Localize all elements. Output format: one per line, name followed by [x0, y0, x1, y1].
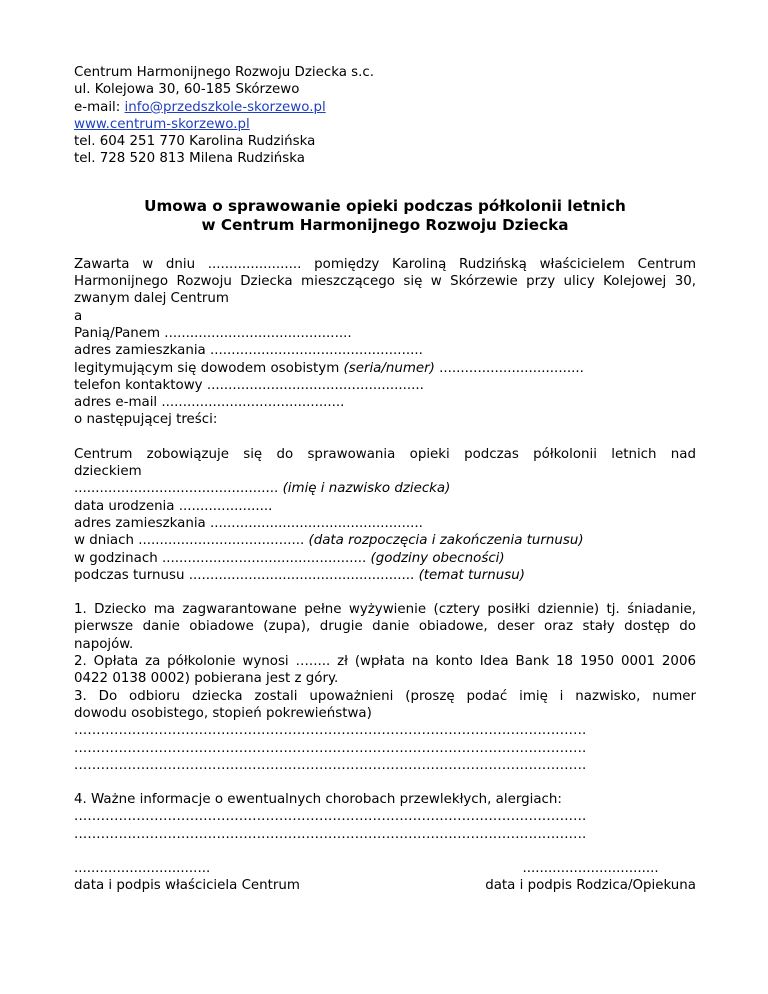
child-name-field	[74, 480, 696, 497]
title-line-2: w Centrum Harmonijnego Rozwoju Dziecka	[201, 215, 569, 234]
owner-signature	[74, 860, 300, 895]
title-line-1: Umowa o sprawowanie opieki podczas półkolonii letnich	[144, 196, 626, 215]
child-address-field: adres zamieszkania ..................................................	[74, 515, 423, 531]
parent-signature	[485, 860, 696, 895]
theme-dots: podczas turnusu .....................................................	[74, 567, 419, 583]
child-section	[74, 446, 696, 584]
terms-section	[74, 601, 696, 774]
document	[74, 64, 696, 843]
health-info-line-2: ...................................................................................................................	[74, 826, 587, 842]
term-2-line-2: 0422 0138 0002) pobierana jest z góry.	[74, 671, 339, 687]
turnus-theme-field	[74, 567, 696, 584]
child-name-dots: ................................................	[74, 481, 283, 497]
parent-email-field: adres e-mail ...........................................	[74, 395, 345, 411]
content-intro: o następującej treści:	[74, 412, 218, 428]
term-1-line-2: pierwsze danie obiadowe (zupa), drugie danie obiadowe, deser oraz stały dostęp do	[74, 619, 696, 635]
term-1-line-3: napojów.	[74, 636, 134, 652]
id-label: legitymującym się dowodem osobistym	[74, 360, 344, 376]
days-hint: (data rozpoczęcia i zakończenia turnusu)	[308, 533, 584, 549]
child-intro-2: dzieckiem	[74, 464, 142, 480]
health-info-line-1: ...................................................................................................................	[74, 809, 587, 825]
turnus-days-field	[74, 532, 696, 549]
parent-id-field	[74, 360, 696, 377]
id-dots: ..................................	[434, 360, 584, 376]
org-name: Centrum Harmonijnego Rozwoju Dziecka s.c.	[74, 65, 375, 80]
child-name-hint: (imię i nazwisko dziecka)	[282, 481, 451, 497]
turnus-hours-field	[74, 550, 696, 567]
org-phone-2: tel. 728 520 813 Milena Rudzińska	[74, 151, 305, 167]
term-1-line-1: 1. Dziecko ma zagwarantowane pełne wyżywienie (cztery posiłki dziennie) tj. śniadanie,	[74, 602, 696, 618]
email-label: e-mail:	[74, 99, 125, 115]
org-phone-1: tel. 604 251 770 Karolina Rudzińska	[74, 134, 316, 150]
parties-and: a	[74, 308, 83, 324]
parties-intro-3: zwanym dalej Centrum	[74, 291, 229, 307]
parent-name-field: Panią/Panem ............................................	[74, 325, 352, 341]
hours-dots: w godzinach ................................................	[74, 550, 371, 566]
parties-section	[74, 256, 696, 429]
email-link[interactable]: info@przedszkole-skorzewo.pl	[124, 99, 326, 115]
website-link[interactable]: www.centrum-skorzewo.pl	[74, 116, 250, 132]
owner-signature-label: data i podpis właściciela Centrum	[74, 878, 300, 894]
authorized-persons-line-2: ...................................................................................................................	[74, 740, 587, 756]
org-website	[74, 116, 696, 133]
authorized-persons-line-1: ...................................................................................................................	[74, 723, 587, 739]
authorized-persons-line-3: ...................................................................................................................	[74, 757, 587, 773]
parent-phone-field: telefon kontaktowy ...................................................	[74, 377, 424, 393]
parent-signature-dots: ................................	[522, 861, 659, 876]
theme-hint: (temat turnusu)	[418, 567, 525, 583]
id-hint: (seria/numer)	[343, 360, 435, 376]
term-4-line-1: 4. Ważne informacje o ewentualnych chorobach przewlekłych, alergiach:	[74, 792, 562, 808]
days-dots: w dniach .......................................	[74, 533, 309, 549]
document-title	[74, 197, 696, 235]
child-intro-1: Centrum zobowiązuje się do sprawowania opieki podczas półkolonii letnich nad	[74, 446, 696, 462]
health-section	[74, 791, 696, 843]
parties-intro-2: Harmonijnego Rozwoju Dziecka mieszczącego się w Skórzewie przy ulicy Kolejowej 30,	[74, 274, 696, 290]
child-birth-field: data urodzenia ......................	[74, 498, 273, 514]
org-address: ul. Kolejowa 30, 60-185 Skórzewo	[74, 82, 300, 98]
term-2-line-1: 2. Opłata za półkolonie wynosi …..... zł (wpłata na konto Idea Bank 18 1950 0001 2006	[74, 654, 696, 670]
header-block	[74, 64, 696, 168]
owner-signature-dots: ................................	[74, 861, 211, 876]
parent-address-field: adres zamieszkania ..................................................	[74, 343, 423, 359]
term-3-line-1: 3. Do odbioru dziecka zostali upoważnieni (proszę podać imię i nazwisko, numer	[74, 688, 696, 704]
term-3-line-2: dowodu osobistego, stopień pokrewieństwa)	[74, 705, 372, 721]
org-email	[74, 99, 696, 116]
parent-signature-label: data i podpis Rodzica/Opiekuna	[485, 878, 696, 894]
parties-intro-1: Zawarta w dniu ...................... pomiędzy Karoliną Rudzińską właścicielem Centrum	[74, 256, 696, 272]
hours-hint: (godziny obecności)	[370, 550, 505, 566]
